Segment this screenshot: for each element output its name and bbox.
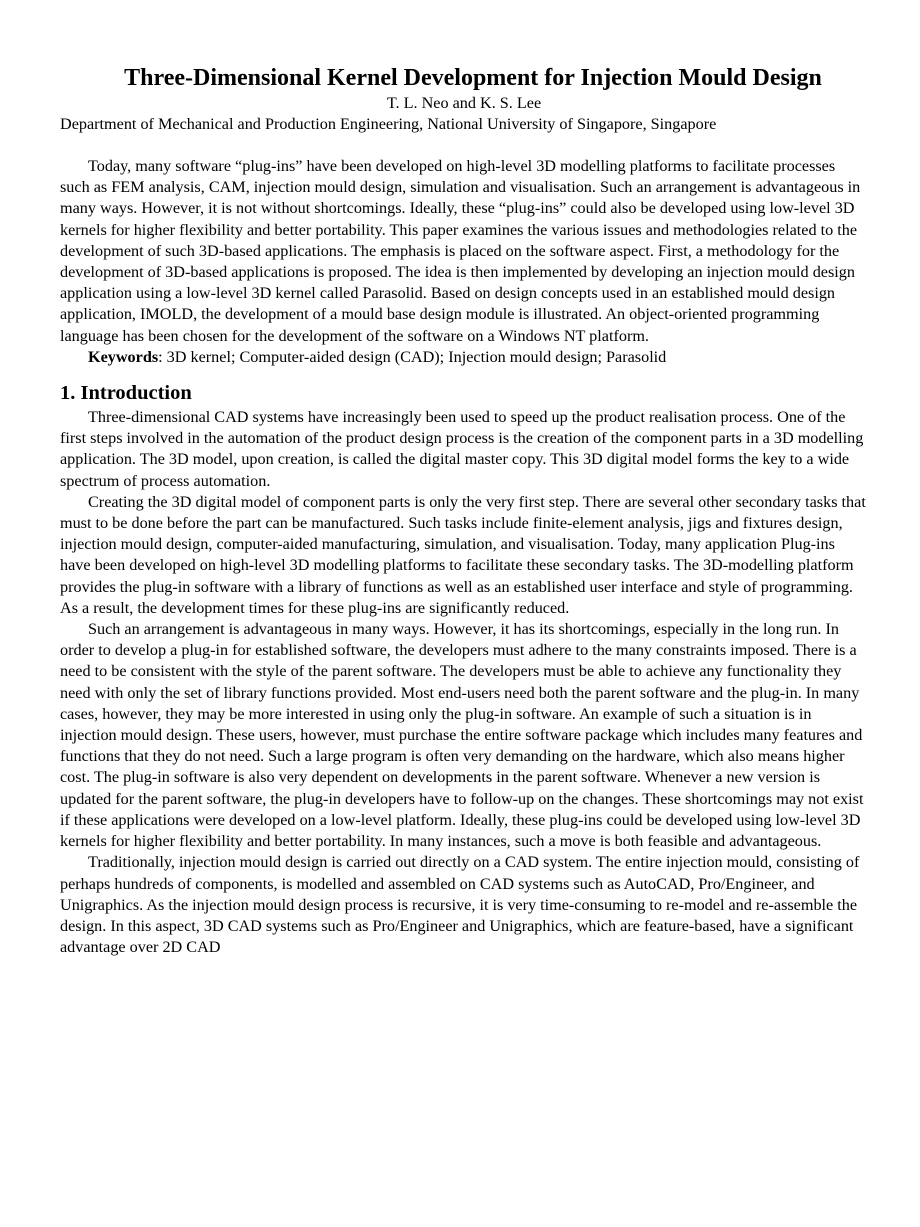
body-paragraph: Three-dimensional CAD systems have increasingly been used to speed up the product realisation process. One of the first steps involved in the automation of the product design process is the creation of the component parts in a 3D modelling application. The 3D model, upon creation, is called the digital master copy. This 3D digital model forms the key to a wide spectrum of process automation. [60,408,864,490]
paper-title: Three-Dimensional Kernel Development for Injection Mould Design [124,65,822,91]
body-paragraph: Traditionally, injection mould design is carried out directly on a CAD system. The entire injection mould, consisting of perhaps hundreds of components, is modelled and assembled on CAD systems such as AutoCAD, Pro/Engineer, and Unigraphics. As the injection mould design process is recursive, it is very time-consuming to re-model and re-assemble the design. In this aspect, 3D CAD systems such as Pro/Engineer and Unigraphics, which are feature-based, have a significant advantage over 2D CAD [60,853,860,957]
keywords-label: Keywords [88,347,159,366]
body-paragraph: Creating the 3D digital model of component parts is only the very first step. There are several other secondary tasks that must to be done before the part can be manufactured. Such tasks include finite-element analysis, jigs and fixtures design, injection mould design, computer-aided manufacturing, simulation, and visualisation. Today, many application Plug-ins have been developed on high-level 3D modelling platforms to facilitate these secondary tasks. The 3D-modelling platform provides the plug-in software with a library of functions as well as an established user interface and style of programming. As a result, the development times for these plug-ins are significantly reduced. [60,492,866,617]
paper-authors: T. L. Neo and K. S. Lee [386,94,542,112]
body-paragraph: Such an arrangement is advantageous in many ways. However, it has its shortcomings, especially in the long run. In order to develop a plug-in for established software, the developers must adhere to the many constraints imposed. There is a need to be consistent with the style of the parent software. The developers must be able to achieve any functionality they need with only the set of library functions provided. Most end-users need both the parent software and the plug-in. In many cases, however, they may be more interested in using only the plug-in software. An example of such a situation is in injection mould design. These users, however, must purchase the entire software package which includes many features and functions that they do not need. Such a large program is often very demanding on the hardware, which also means higher cost. The plug-in software is also very dependent on developments in the parent software. Whenever a new version is updated for the parent software, the plug-in developers have to follow-up on the changes. These shortcomings may not exist if these applications were developed on a low-level platform. Ideally, these plug-ins could be developed using low-level 3D kernels for higher flexibility and better portability. In many instances, such a move is both feasible and advantageous. [60,620,864,851]
keywords-line [60,347,868,368]
paper-page [60,64,868,958]
paper-affiliation: Department of Mechanical and Production Engineering, National University of Singapore, Singapore [60,115,717,133]
section-heading-introduction: 1. Introduction [60,382,192,405]
keywords-text: : 3D kernel; Computer-aided design (CAD); Injection mould design; Parasolid [158,347,667,366]
abstract-paragraph: Today, many software “plug-ins” have been developed on high-level 3D modelling platforms to facilitate processes such as FEM analysis, CAM, injection mould design, simulation and visualisation. Such an arrangement is advantageous in many ways. However, it is not without shortcomings. Ideally, these “plug-ins” could also be developed using low-level 3D kernels for higher flexibility and better portability. This paper examines the various issues and methodologies related to the development of such 3D-based applications. The emphasis is placed on the software aspect. First, a methodology for the development of 3D-based applications is proposed. The idea is then implemented by developing an injection mould design application using a low-level 3D kernel called Parasolid. Based on design concepts used in an established mould design application, IMOLD, the development of a mould base design module is illustrated. An object-oriented programming language has been chosen for the development of the software on a Windows NT platform. [60,157,861,345]
